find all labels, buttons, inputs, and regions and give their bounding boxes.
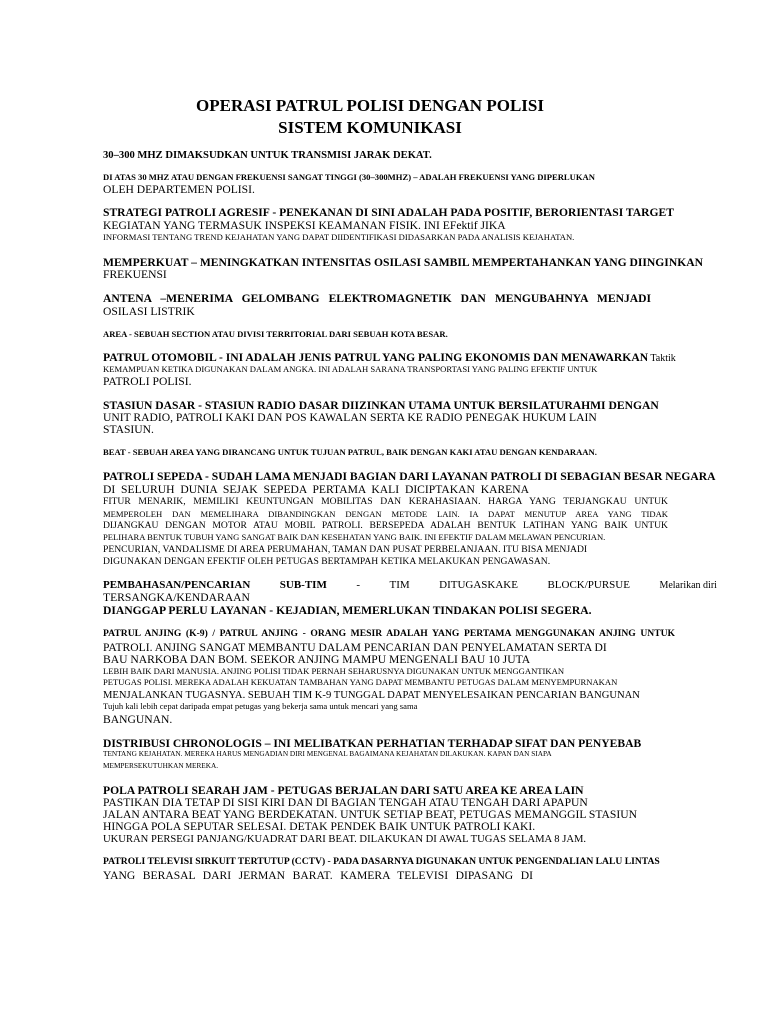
paragraph-cctv-line1: PATROLI TELEVISI SIRKUIT TERTUTUP (CCTV) - PADA DASARNYA DIGUNAKAN UNTUK PENGENDALIAN LALU LINTAS xyxy=(103,856,660,867)
pencarian-col-5: DITUGASKAKE xyxy=(439,579,518,591)
paragraph-pola-line2: PASTIKAN DIA TETAP DI SISI KIRI DAN DI BAGIAN TENGAH ATAU TENGAH DARI APAPUN xyxy=(103,796,588,809)
paragraph-sepeda-line3: FITUR MENARIK, MEMILIKI KEUNTUNGAN MOBILITAS DAN KERAHASIAAN. HARGA YANG TERJANGKAU UNTUK xyxy=(103,496,668,507)
paragraph-stasiun-line2: UNIT RADIO, PATROLI KAKI DAN POS KAWALAN SERTA KE RADIO PENEGAK HUKUM LAIN xyxy=(103,411,597,424)
paragraph-pola-line4: HINGGA POLA SEPUTAR SELESAI. DETAK PENDEK BAIK UNTUK PATROLI KAKI. xyxy=(103,820,536,833)
paragraph-otomobil-bold: PATRUL OTOMOBIL - INI ADALAH JENIS PATRUL YANG PALING EKONOMIS DAN MENAWARKAN xyxy=(103,351,649,364)
paragraph-distribusi-line1: DISTRIBUSI CHRONOLOGIS – INI MELIBATKAN PERHATIAN TERHADAP SIFAT DAN PENYEBAB xyxy=(103,737,642,750)
paragraph-layanan: DIANGGAP PERLU LAYANAN - KEJADIAN, MEMERLUKAN TINDAKAN POLISI SEGERA. xyxy=(103,604,592,617)
document-title-line1: OPERASI PATRUL POLISI DENGAN POLISI xyxy=(196,96,544,115)
paragraph-anjing-line5: PETUGAS POLISI. MEREKA ADALAH KEKUATAN TAMBAHAN YANG DAPAT MEMBANTU PETUGAS DALAM MENYEMPURNAKAN xyxy=(103,677,618,687)
paragraph-anjing-line7: Tujuh kali lebih cepat daripada empat petugas yang bekerja sama untuk mencari yang sama xyxy=(103,701,418,711)
paragraph-strategi-line2: KEGIATAN YANG TERMASUK INSPEKSI KEAMANAN FISIK. INI EFektif JIKA xyxy=(103,219,506,232)
paragraph-vhf-line2: OLEH DEPARTEMEN POLISI. xyxy=(103,183,255,196)
pencarian-col-7: Melarikan diri xyxy=(659,580,717,591)
paragraph-pola-line1: POLA PATROLI SEARAH JAM - PETUGAS BERJALAN DARI SATU AREA KE AREA LAIN xyxy=(103,784,584,797)
paragraph-distribusi-line2: TENTANG KEJAHATAN. MEREKA HARUS MENGADIAN DIRI MENGENAL BAGAIMANA KEJAHATAN DILAKUKAN. KAPAN DAN SIAPA xyxy=(103,749,552,758)
paragraph-otomobil-line2: KEMAMPUAN KETIKA DIGUNAKAN DALAM ANGKA. INI ADALAH SARANA TRANSPORTASI YANG PALING EFEKTIF UNTUK xyxy=(103,364,598,374)
paragraph-memperkuat-line1: MEMPERKUAT – MENINGKATKAN INTENSITAS OSILASI SAMBIL MEMPERTAHANKAN YANG DIINGINKAN xyxy=(103,256,703,269)
paragraph-vhf-line1: DI ATAS 30 MHZ ATAU DENGAN FREKUENSI SANGAT TINGGI (30–300MHZ) – ADALAH FREKUENSI YANG DIPERLUKAN xyxy=(103,172,595,182)
paragraph-anjing-line2: PATROLI. ANJING SANGAT MEMBANTU DALAM PENCARIAN DAN PENYELAMATAN SERTA DI xyxy=(103,641,607,654)
paragraph-sepeda-line8: DIGUNAKAN DENGAN EFEKTIF OLEH PETUGAS BERTAMPAH KETIKA MELAKUKAN PENGAWASAN. xyxy=(103,556,551,567)
paragraph-pencarian-line2: TERSANGKA/KENDARAAN xyxy=(103,591,250,604)
pencarian-col-6: BLOCK/PURSUE xyxy=(547,579,630,591)
paragraph-memperkuat-line2: FREKUENSI xyxy=(103,268,167,281)
pencarian-col-2: SUB-TIM xyxy=(279,579,327,591)
paragraph-sepeda-line6: PELIHARA BENTUK TUBUH YANG SANGAT BAIK DAN KESEHATAN YANG BAIK. INI EFEKTIF DALAM MELAWAN PENCURIAN. xyxy=(103,532,606,542)
paragraph-strategi-line3: INFORMASI TENTANG TREND KEJAHATAN YANG DAPAT DIIDENTIFIKASI DIDASARKAN PADA ANALISIS KEJAHATAN. xyxy=(103,232,575,242)
pencarian-col-3: - xyxy=(356,579,360,591)
paragraph-sepeda-line2: DI SELURUH DUNIA SEJAK SEPEDA PERTAMA KALI DICIPTAKAN KARENA xyxy=(103,483,529,496)
paragraph-area: AREA - SEBUAH SECTION ATAU DIVISI TERRITORIAL DARI SEBUAH KOTA BESAR. xyxy=(103,329,448,339)
paragraph-antena-line2: OSILASI LISTRIK xyxy=(103,305,195,318)
paragraph-anjing-line6: MENJALANKAN TUGASNYA. SEBUAH TIM K-9 TUNGGAL DAPAT MENYELESAIKAN PENCARIAN BANGUNAN xyxy=(103,690,640,701)
paragraph-strategi-line1: STRATEGI PATROLI AGRESIF - PENEKANAN DI SINI ADALAH PADA POSITIF, BERORIENTASI TARGET xyxy=(103,206,674,219)
paragraph-anjing-line8: BANGUNAN. xyxy=(103,713,173,726)
paragraph-sepeda-line5: DIJANGKAU DENGAN MOTOR ATAU MOBIL PATROLI. BERSEPEDA ADALAH BENTUK LATIHAN YANG BAIK UNTUK xyxy=(103,520,668,531)
pencarian-col-1: PEMBAHASAN/PENCARIAN xyxy=(103,579,251,591)
paragraph-sepeda-line7: PENCURIAN, VANDALISME DI AREA PERUMAHAN, TAMAN DAN PUSAT PERBELANJAAN. ITU BISA MENJADI xyxy=(103,544,588,555)
paragraph-sepeda-line4: MEMPEROLEH DAN MEMELIHARA DIBANDINGKAN DENGAN METODE LAIN. IA DAPAT MENUTUP AREA YANG TIDAK xyxy=(103,509,668,519)
paragraph-anjing-line3: BAU NARKOBA DAN BOM. SEEKOR ANJING MAMPU MENGENALI BAU 10 JUTA xyxy=(103,653,531,666)
paragraph-pola-line3: JALAN ANTARA BEAT YANG BERDEKATAN. UNTUK SETIAP BEAT, PETUGAS MEMANGGIL STASIUN xyxy=(103,808,637,821)
paragraph-distribusi-line3: MEMPERSEKUTUHKAN MEREKA. xyxy=(103,761,219,770)
paragraph-vhf-range: 30–300 MHZ DIMAKSUDKAN UNTUK TRANSMISI JARAK DEKAT. xyxy=(103,150,432,161)
paragraph-anjing-line4: LEBIH BAIK DARI MANUSIA. ANJING POLISI TIDAK PERNAH SEHARUSNYA DIGUNAKAN UNTUK MENGGANTIKAN xyxy=(103,666,565,676)
paragraph-cctv-line2: YANG BERASAL DARI JERMAN BARAT. KAMERA TELEVISI DIPASANG DI xyxy=(103,869,533,882)
paragraph-stasiun-line1: STASIUN DASAR - STASIUN RADIO DASAR DIIZINKAN UTAMA UNTUK BERSILATURAHMI DENGAN xyxy=(103,399,659,412)
paragraph-otomobil-line3: PATROLI POLISI. xyxy=(103,375,192,388)
paragraph-pola-line5: UKURAN PERSEGI PANJANG/KUADRAT DARI BEAT. DILAKUKAN DI AWAL TUGAS SELAMA 8 JAM. xyxy=(103,834,587,845)
paragraph-anjing-line1: PATRUL ANJING (K-9) / PATRUL ANJING - ORANG MESIR ADALAH YANG PERTAMA MENGGUNAKAN ANJING UNTUK xyxy=(103,628,675,639)
paragraph-antena-line1: ANTENA –MENERIMA GELOMBANG ELEKTROMAGNETIK DAN MENGUBAHNYA MENJADI xyxy=(103,292,651,305)
paragraph-beat: BEAT - SEBUAH AREA YANG DIRANCANG UNTUK TUJUAN PATRUL, BAIK DENGAN KAKI ATAU DENGAN KENDARAAN. xyxy=(103,447,597,457)
paragraph-sepeda-line1: PATROLI SEPEDA - SUDAH LAMA MENJADI BAGIAN DARI LAYANAN PATROLI DI SEBAGIAN BESAR NEGARA xyxy=(103,470,716,483)
document-title-line2: SISTEM KOMUNIKASI xyxy=(278,118,462,137)
pencarian-col-4: TIM xyxy=(389,579,410,591)
paragraph-otomobil-tail: Taktik xyxy=(648,353,676,364)
paragraph-stasiun-line3: STASIUN. xyxy=(103,423,154,436)
